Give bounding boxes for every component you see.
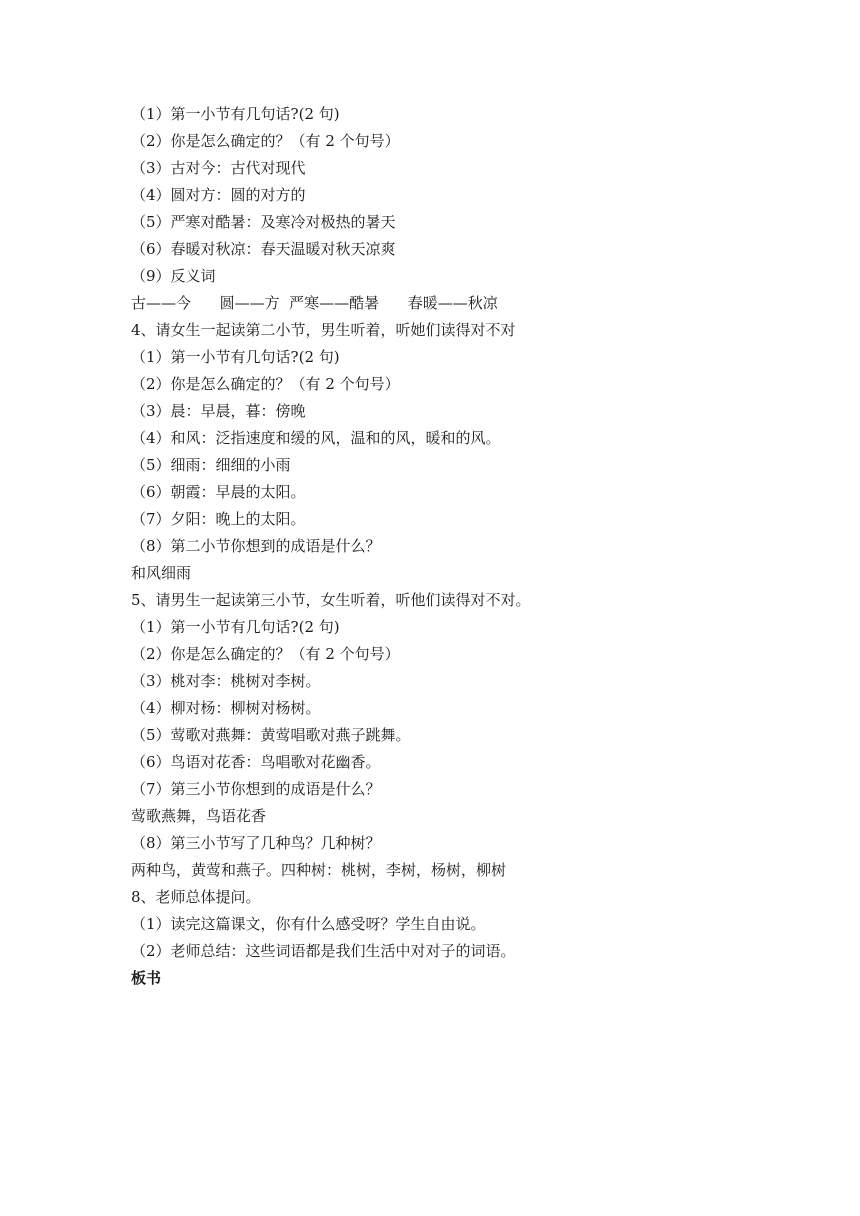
text-line: （4）柳对杨：柳树对杨树。 bbox=[131, 699, 321, 717]
text-line: （6）朝霞：早晨的太阳。 bbox=[131, 483, 306, 501]
text-line: （9）反义词 bbox=[131, 267, 216, 285]
text-line: （2）你是怎么确定的？（有 2 个句号） bbox=[131, 645, 400, 663]
text-line: （3）晨：早晨，暮：傍晚 bbox=[131, 402, 306, 420]
text-line: （1）读完这篇课文，你有什么感受呀？学生自由说。 bbox=[131, 915, 486, 933]
text-line: 4、请女生一起读第二小节，男生听着，听她们读得对不对 bbox=[131, 321, 516, 339]
text-line: （2）你是怎么确定的？（有 2 个句号） bbox=[131, 132, 400, 150]
text-line: （4）和风：泛指速度和缓的风，温和的风，暖和的风。 bbox=[131, 429, 501, 447]
text-line: （5）细雨：细细的小雨 bbox=[131, 456, 291, 474]
text-line: （6）春暖对秋凉：春天温暖对秋天凉爽 bbox=[131, 240, 396, 258]
text-line: （5）严寒对酷暑：及寒冷对极热的暑天 bbox=[131, 213, 396, 231]
text-line: （6）鸟语对花香：鸟唱歌对花幽香。 bbox=[131, 753, 381, 771]
text-line: （8）第二小节你想到的成语是什么？ bbox=[131, 537, 381, 555]
text-line: （1）第一小节有几句话?(2 句) bbox=[131, 618, 340, 636]
text-line: 两种鸟，黄莺和燕子。四种树：桃树，李树，杨树，柳树 bbox=[131, 861, 507, 879]
text-line: （1）第一小节有几句话?(2 句) bbox=[131, 105, 340, 123]
text-line: 古——今 圆——方 严寒——酷暑 春暖——秋凉 bbox=[131, 294, 498, 312]
text-line: （2）你是怎么确定的？（有 2 个句号） bbox=[131, 375, 400, 393]
document-body bbox=[131, 101, 811, 992]
text-line: 8、老师总体提问。 bbox=[131, 888, 261, 906]
text-line: （2）老师总结：这些词语都是我们生活中对对子的词语。 bbox=[131, 942, 516, 960]
text-line: （7）夕阳：晚上的太阳。 bbox=[131, 510, 306, 528]
text-line: （4）圆对方：圆的对方的 bbox=[131, 186, 306, 204]
section-heading: 板书 bbox=[131, 969, 162, 987]
text-line: （5）莺歌对燕舞：黄莺唱歌对燕子跳舞。 bbox=[131, 726, 411, 744]
text-line: （3）古对今：古代对现代 bbox=[131, 159, 306, 177]
text-line: 5、请男生一起读第三小节，女生听着，听他们读得对不对。 bbox=[131, 591, 531, 609]
text-line: 和风细雨 bbox=[131, 564, 192, 582]
text-line: （1）第一小节有几句话?(2 句) bbox=[131, 348, 340, 366]
text-line: （7）第三小节你想到的成语是什么？ bbox=[131, 780, 381, 798]
text-line: （3）桃对李：桃树对李树。 bbox=[131, 672, 321, 690]
text-line: （8）第三小节写了几种鸟？几种树？ bbox=[131, 834, 381, 852]
text-line: 莺歌燕舞，鸟语花香 bbox=[131, 807, 267, 825]
